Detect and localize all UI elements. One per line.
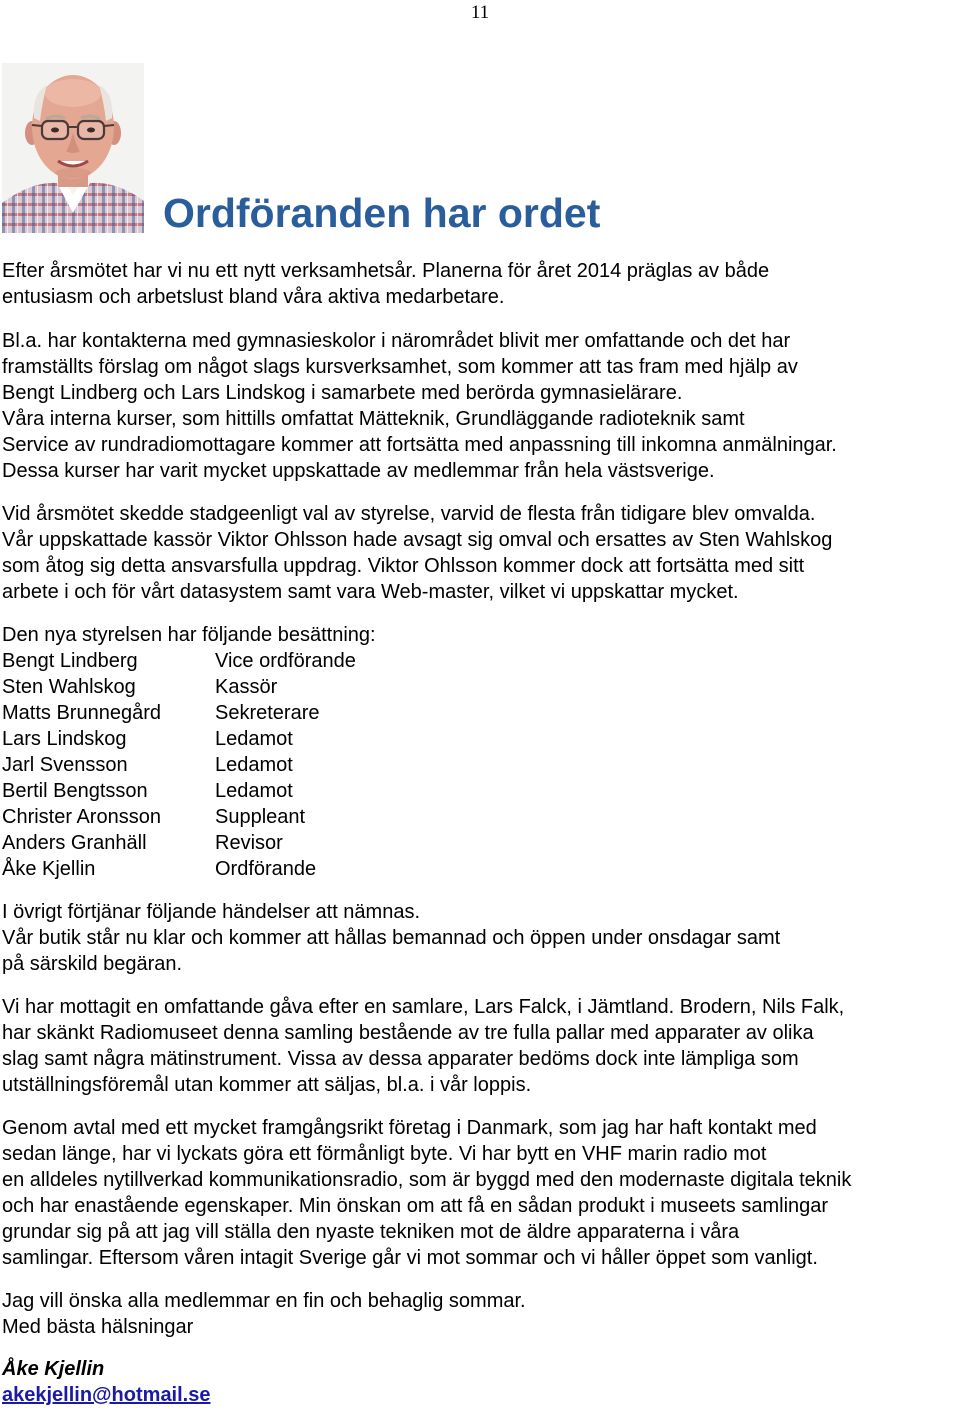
text-line: Bengt Lindberg och Lars Lindskog i samarbete med berörda gymnasielärare.: [2, 382, 683, 404]
signature-name: Åke Kjellin: [2, 1358, 105, 1380]
text-line: grundar sig på att jag vill ställa den nyaste tekniken mot de äldre apparaterna i våra: [2, 1221, 740, 1243]
text-line: arbete i och för vårt datasystem samt vara Web-master, vilket vi uppskattar mycket.: [2, 581, 739, 603]
text-line: I övrigt förtjänar följande händelser att nämnas.: [2, 901, 421, 923]
paragraph-denmark: [2, 1115, 960, 1271]
paragraph-annual-meeting: [2, 501, 960, 605]
text-line: en alldeles nytillverkad kommunikationsradio, som är byggd med den modernaste digitala teknik: [2, 1169, 852, 1191]
text-line: Vår butik står nu klar och kommer att hållas bemannad och öppen under onsdagar samt: [2, 927, 781, 949]
text-line: Jag vill önska alla medlemmar en fin och behaglig sommar.: [2, 1290, 526, 1312]
member-role: Ledamot: [215, 754, 293, 776]
text-line: Dessa kurser har varit mycket uppskattade av medlemmar från hela västsverige.: [2, 460, 715, 482]
member-name: Sten Wahlskog: [2, 676, 136, 698]
paragraph-closing: [2, 1288, 960, 1340]
member-name: Åke Kjellin: [2, 858, 96, 880]
text-line: slag samt några mätinstrument. Vissa av dessa apparater bedöms dock inte lämpliga som: [2, 1048, 799, 1070]
text-line: Vi har mottagit en omfattande gåva efter en samlare, Lars Falck, i Jämtland. Brodern, Nils Falk,: [2, 996, 845, 1018]
member-name: Jarl Svensson: [2, 754, 128, 776]
member-role: Ordförande: [215, 858, 317, 880]
text-line: Med bästa hälsningar: [2, 1316, 194, 1338]
member-name: Anders Granhäll: [2, 832, 147, 854]
text-line: framställts förslag om något slags kursverksamhet, som kommer att tas fram med hjälp av: [2, 356, 798, 378]
portrait-photo: [2, 63, 144, 233]
member-role: Ledamot: [215, 780, 293, 802]
text-line: har skänkt Radiomuseet denna samling bestående av tre fulla pallar med apparater av olika: [2, 1022, 814, 1044]
text-line: utställningsföremål utan kommer att säljas, bl.a. i vår loppis.: [2, 1074, 532, 1096]
member-name: Christer Aronsson: [2, 806, 161, 828]
member-name: Bengt Lindberg: [2, 650, 138, 672]
member-role: Suppleant: [215, 806, 306, 828]
signature-email-link[interactable]: akekjellin@hotmail.se: [2, 1384, 211, 1406]
text-line: på särskild begäran.: [2, 953, 183, 975]
member-role: Sekreterare: [215, 702, 320, 724]
member-role: Ledamot: [215, 728, 293, 750]
text-line: Vår uppskattade kassör Viktor Ohlsson hade avsagt sig omval och ersattes av Sten Wahlskog: [2, 529, 833, 551]
board-intro: Den nya styrelsen har följande besättning:: [2, 624, 376, 646]
text-line: samlingar. Eftersom våren intagit Sverige går vi mot sommar och vi håller öppet som vanligt.: [2, 1247, 818, 1269]
text-line: som åtog sig detta ansvarsfulla uppdrag. Viktor Ohlsson kommer dock att fortsätta med sitt: [2, 555, 805, 577]
text-line: Genom avtal med ett mycket framgångsrikt företag i Danmark, som jag har haft kontakt med: [2, 1117, 817, 1139]
member-role: Vice ordförande: [215, 650, 356, 672]
member-role: Revisor: [215, 832, 283, 854]
paragraph-shop: [2, 899, 960, 977]
member-role: Kassör: [215, 676, 278, 698]
member-name: Lars Lindskog: [2, 728, 127, 750]
paragraph-intro: [2, 258, 960, 310]
paragraph-courses: [2, 328, 960, 484]
text-line: och har enastående egenskaper. Min önskan om att få en sådan produkt i museets samlingar: [2, 1195, 829, 1217]
text-line: entusiasm och arbetslust bland våra aktiva medarbetare.: [2, 286, 505, 308]
text-line: Våra interna kurser, som hittills omfattat Mätteknik, Grundläggande radioteknik samt: [2, 408, 745, 430]
text-line: Bl.a. har kontakterna med gymnasieskolor i närområdet blivit mer omfattande och det har: [2, 330, 791, 352]
member-name: Matts Brunnegård: [2, 702, 161, 724]
text-line: Efter årsmötet har vi nu ett nytt verksamhetsår. Planerna för året 2014 präglas av både: [2, 260, 770, 282]
text-line: sedan länge, har vi lyckats göra ett förmånligt byte. Vi har bytt en VHF marin radio mot: [2, 1143, 767, 1165]
text-line: Vid årsmötet skedde stadgeenligt val av styrelse, varvid de flesta från tidigare blev omvalda.: [2, 503, 816, 525]
member-name: Bertil Bengtsson: [2, 780, 148, 802]
page-title: Ordföranden har ordet: [163, 190, 601, 236]
paragraph-donation: [2, 994, 960, 1098]
page-number: 11: [470, 2, 490, 23]
text-line: Service av rundradiomottagare kommer att fortsätta med anpassning till inkomna anmälningar.: [2, 434, 837, 456]
